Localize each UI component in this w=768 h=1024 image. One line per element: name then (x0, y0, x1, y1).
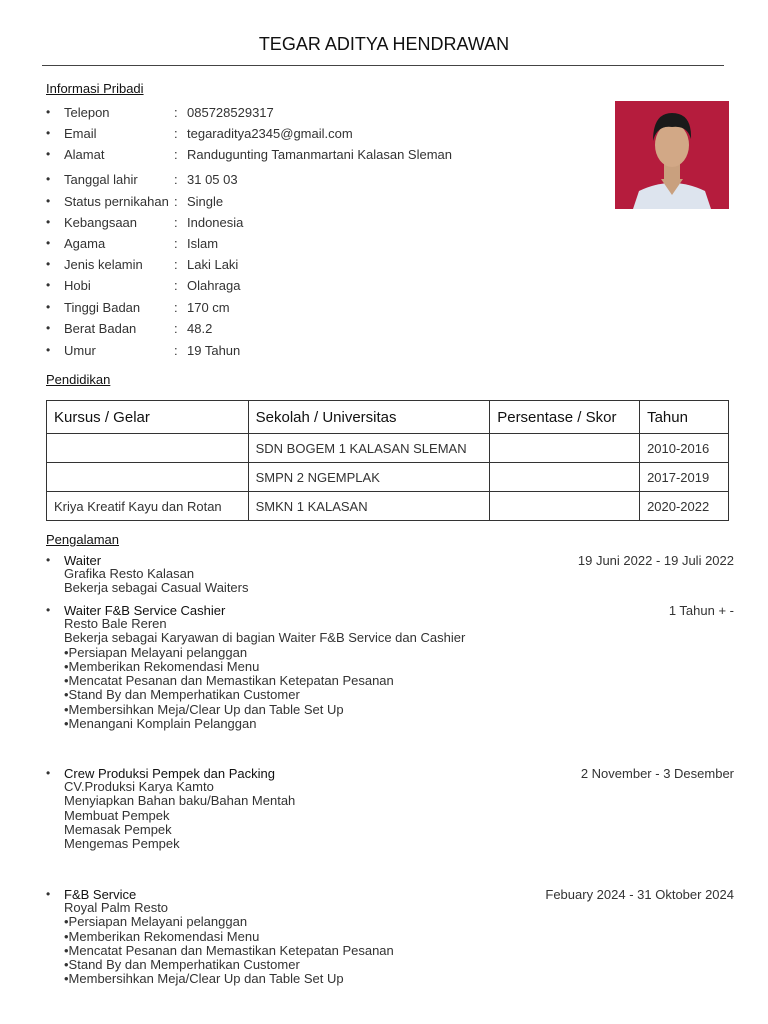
education-heading: Pendidikan (46, 372, 111, 387)
bullet-icon: • (46, 236, 51, 250)
info-label: Tinggi Badan (64, 300, 141, 315)
info-label: Hobi (64, 278, 91, 293)
column-header: Persentase / Skor (490, 401, 640, 434)
table-cell: SMKN 1 KALASAN (248, 492, 490, 521)
bullet-icon: • (46, 603, 51, 617)
job-detail-line: •Membersihkan Meja/Clear Up dan Table Set Up (64, 701, 344, 717)
job-title: Waiter F&B Service Cashier (64, 603, 226, 618)
job-detail-line: Membuat Pempek (64, 807, 170, 823)
job-detail-line: Resto Bale Reren (64, 616, 167, 631)
job-detail-line: Bekerja sebagai Karyawan di bagian Waiter F&B Service dan Cashier (64, 630, 466, 646)
table-row (47, 463, 729, 492)
info-row-hobby: • Hobi : Olahraga (46, 278, 241, 293)
table-cell: 2017-2019 (640, 463, 729, 492)
table-cell (490, 434, 640, 463)
job-date: Febuary 2024 - 31 Oktober 2024 (545, 887, 734, 902)
info-row-phone: • Telepon : 085728529317 (46, 105, 274, 120)
table-cell (47, 434, 249, 463)
table-cell: SDN BOGEM 1 KALASAN SLEMAN (248, 434, 490, 463)
job-detail-line: •Memberikan Rekomendasi Menu (64, 928, 260, 944)
bullet-icon: • (46, 553, 51, 567)
table-cell (490, 492, 640, 521)
bullet-icon: • (46, 194, 51, 208)
job-detail-line: Mengemas Pempek (64, 836, 180, 852)
job-details (64, 617, 465, 731)
table-cell: SMPN 2 NGEMPLAK (248, 463, 490, 492)
bullet-icon: • (46, 278, 51, 292)
info-label: Status pernikahan (64, 194, 169, 209)
job-detail-line: •Mencatat Pesanan dan Memastikan Ketepatan Pesanan (64, 942, 394, 958)
bullet-icon: • (46, 343, 51, 357)
experience-heading: Pengalaman (46, 532, 119, 547)
info-row-weight: • Berat Badan : 48.2 (46, 321, 213, 336)
education-table (46, 400, 729, 521)
personal-info-heading: Informasi Pribadi (46, 81, 144, 96)
info-row-address: • Alamat : Randugunting Tamanmartani Kalasan Sleman (46, 147, 452, 162)
info-label: Kebangsaan (64, 215, 138, 230)
portrait-icon (615, 101, 729, 209)
info-value: 170 cm (187, 300, 230, 315)
table-cell (490, 463, 640, 492)
job-details (64, 567, 249, 596)
bullet-icon: • (46, 766, 51, 780)
info-label: Telepon (64, 105, 110, 120)
job-date: 1 Tahun + - (668, 603, 734, 618)
bullet-icon: • (46, 887, 51, 901)
info-value: Indonesia (187, 215, 244, 230)
bullet-icon: • (46, 321, 51, 335)
info-row-height: • Tinggi Badan : 170 cm (46, 300, 230, 315)
job-details (64, 780, 295, 851)
table-header-row (47, 401, 729, 434)
job-detail-line: Menyiapkan Bahan baku/Bahan Mentah (64, 793, 296, 809)
job-detail-line: •Stand By dan Memperhatikan Customer (64, 957, 300, 973)
bullet-icon: • (46, 105, 51, 119)
job-detail-line: Memasak Pempek (64, 821, 172, 837)
info-label: Agama (64, 236, 106, 251)
info-value: tegaraditya2345@gmail.com (187, 126, 353, 141)
profile-photo (615, 101, 729, 209)
page-title: TEGAR ADITYA HENDRAWAN (258, 34, 510, 54)
info-value: 085728529317 (187, 105, 274, 120)
job-detail-line: Royal Palm Resto (64, 900, 169, 915)
info-row-email: • Email : tegaraditya2345@gmail.com (46, 126, 353, 141)
info-value: Olahraga (187, 278, 241, 293)
job-detail-line: •Persiapan Melayani pelanggan (64, 644, 248, 660)
job-detail-line: •Membersihkan Meja/Clear Up dan Table Set Up (64, 971, 344, 987)
info-label: Umur (64, 343, 96, 358)
job-date: 19 Juni 2022 - 19 Juli 2022 (577, 553, 734, 568)
column-header: Tahun (640, 401, 729, 434)
table-cell: 2010-2016 (640, 434, 729, 463)
info-row-birthdate: • Tanggal lahir : 31 05 03 (46, 172, 238, 187)
column-header: Sekolah / Universitas (248, 401, 490, 434)
bullet-icon: • (46, 215, 51, 229)
table-row (47, 434, 729, 463)
info-row-age: • Umur : 19 Tahun (46, 343, 241, 358)
info-row-religion: • Agama : Islam (46, 236, 219, 251)
job-detail-line: Bekerja sebagai Casual Waiters (64, 580, 249, 596)
info-row-gender: • Jenis kelamin : Laki Laki (46, 257, 239, 272)
job-detail-line: Grafika Resto Kalasan (64, 566, 195, 581)
table-cell (47, 463, 249, 492)
info-value: 19 Tahun (187, 343, 241, 358)
info-value: 48.2 (187, 321, 213, 336)
info-label: Alamat (64, 147, 105, 162)
job-title: Waiter (64, 553, 102, 568)
info-value: 31 05 03 (187, 172, 238, 187)
job-detail-line: •Menangani Komplain Pelanggan (64, 716, 257, 732)
table-cell: 2020-2022 (640, 492, 729, 521)
info-row-marital-status: • Status pernikahan : Single (46, 194, 224, 209)
info-label: Berat Badan (64, 321, 137, 336)
job-detail-line: •Persiapan Melayani pelanggan (64, 914, 248, 930)
job-title: Crew Produksi Pempek dan Packing (64, 766, 275, 781)
info-value: Laki Laki (187, 257, 239, 272)
info-label: Email (64, 126, 97, 141)
info-label: Jenis kelamin (64, 257, 143, 272)
bullet-icon: • (46, 300, 51, 314)
job-title: F&B Service (64, 887, 137, 902)
job-detail-line: •Memberikan Rekomendasi Menu (64, 658, 260, 674)
info-value: Islam (187, 236, 219, 251)
bullet-icon: • (46, 147, 51, 161)
job-date: 2 November - 3 Desember (580, 766, 734, 781)
bullet-icon: • (46, 126, 51, 140)
title-divider (42, 65, 724, 66)
table-cell: Kriya Kreatif Kayu dan Rotan (47, 492, 249, 521)
job-detail-line: CV.Produksi Karya Kamto (64, 779, 214, 794)
bullet-icon: • (46, 172, 51, 186)
info-label: Tanggal lahir (64, 172, 138, 187)
info-value: Single (187, 194, 224, 209)
column-header: Kursus / Gelar (47, 401, 249, 434)
table-row (47, 492, 729, 521)
job-detail-line: •Mencatat Pesanan dan Memastikan Ketepatan Pesanan (64, 673, 394, 689)
job-detail-line: •Stand By dan Memperhatikan Customer (64, 687, 300, 703)
job-details (64, 901, 394, 987)
bullet-icon: • (46, 257, 51, 271)
info-value: Randugunting Tamanmartani Kalasan Sleman (187, 147, 452, 162)
info-row-nationality: • Kebangsaan : Indonesia (46, 215, 244, 230)
